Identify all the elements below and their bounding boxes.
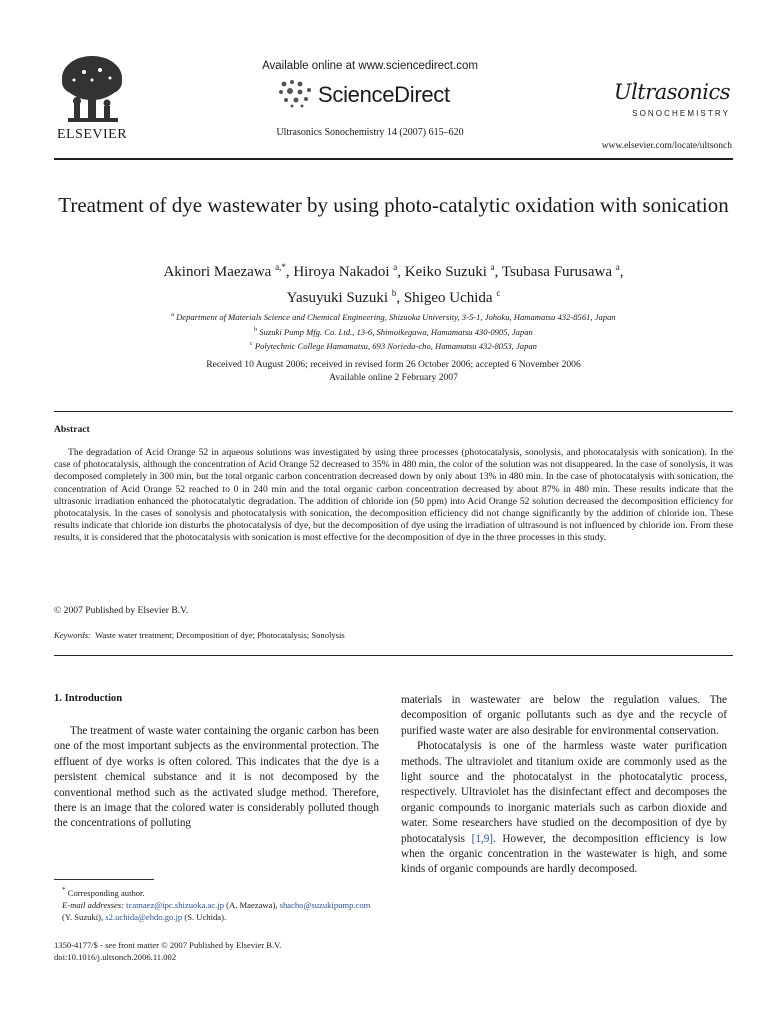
- affiliation: $^c$ Polytechnic College Hamamatsu, 693 Norieda-cho, Hamamatsu 432-8053, Japan: [250, 341, 537, 351]
- journal-logo: Ultrasonics: [613, 80, 730, 104]
- email-link[interactable]: s2.uchida@ehdo.go.jp: [105, 911, 183, 922]
- front-matter: [54, 939, 379, 963]
- author[interactable]: Yasuyuki Suzuki $^b$: [286, 288, 397, 306]
- keywords-label: Keywords:: [54, 630, 91, 640]
- keywords-line: [54, 630, 345, 640]
- header-divider: [54, 158, 733, 160]
- affiliation: $^b$ Suzuki Pump Mfg. Co. Ltd., 13-6, Shimoikegawa, Hamamatsu 430-0905, Japan: [254, 326, 533, 337]
- author[interactable]: Hiroya Nakadoi $^a$: [293, 262, 398, 280]
- email-addresses: E-mail addresses: tcamaez@ipc.shizuoka.ac.jp (A. Maezawa), shacho@suzukipump.com (Y. Suzuki), s2.uchida@ehdo.go.jp (S. Uchida).: [62, 899, 371, 922]
- journal-citation: Ultrasonics Sonochemistry 14 (2007) 615–620: [276, 127, 464, 138]
- citation-link[interactable]: [1,9]: [471, 832, 494, 845]
- abstract-copyright: © 2007 Published by Elsevier B.V.: [54, 605, 189, 616]
- received-dates: Received 10 August 2006; received in revised form 26 October 2006; accepted 6 November 2006: [206, 359, 581, 370]
- photocatalysis-paragraph: Photocatalysis is one of the harmless waste water purification methods. The ultraviolet and titanium oxide are commonly used as the light source and the photocatalyst in the photocatalytic process, respectively. Ultraviolet has the disinfectant effect and decomposes the organic compounds to inorganic materials such as carbon dioxide and water. Some researchers have studied on the decomposition of dye by photocatalysis [1,9]. However, the decomposition efficiency is low when the organic concentration in the wastewater is high, and some kinds of organic compounds are hardly decomposed.: [401, 740, 727, 876]
- footnotes: [54, 884, 379, 923]
- right-column: [401, 693, 727, 878]
- author[interactable]: Akinori Maezawa $^{a,*}$: [163, 262, 286, 280]
- email-link[interactable]: tcamaez@ipc.shizuoka.ac.jp: [126, 899, 225, 910]
- publisher-name: ELSEVIER: [56, 127, 128, 142]
- intro-paragraph: The treatment of waste water containing the organic carbon has been one of the most important subjects as the environmental protection. The effluent of dye works is often colored. This indicates that the dye is a persistent chemical substance and it is not decomposed by the conventional method such as the activated sludge method. Therefore, there is an image that the colored water is considerably polluted though the concentrations of polluting: [54, 725, 379, 830]
- article-title: Treatment of dye wastewater by using photo-catalytic oxidation with sonication: [58, 193, 729, 217]
- journal-url-link[interactable]: www.elsevier.com/locate/ultsonch: [601, 141, 732, 151]
- affiliation-list: [54, 309, 733, 353]
- doi-link[interactable]: doi:10.1016/j.ultsonch.2006.11.002: [54, 952, 177, 962]
- corresponding-author-note: * Corresponding author.: [62, 886, 145, 898]
- author-list: Akinori Maezawa $^{a,*}$, Hiroya Nakadoi $^a$, Keiko Suzuki $^a$, Tsubasa Furusawa $^a$, Yasuyuki Suzuki $^b$, Shigeo Uchida $^c$: [163, 262, 624, 306]
- abstract-bottom-divider: [54, 655, 733, 656]
- journal-logo-subtitle: SONOCHEMISTRY: [632, 109, 730, 118]
- abstract-top-divider: [54, 411, 733, 412]
- author[interactable]: Tsubasa Furusawa $^a$: [501, 262, 620, 280]
- keywords-values: Waste water treatment; Decomposition of dye; Photocatalysis; Sonolysis: [95, 630, 345, 640]
- affiliation: $^a$ Department of Materials Science and Chemical Engineering, Shizuoka University, 3-5-1, Johoku, Hamamatsu 432-8561, Japan: [171, 312, 616, 322]
- author[interactable]: Keiko Suzuki $^a$: [404, 262, 495, 280]
- intro-paragraph-continued: materials in wastewater are below the regulation values. The decomposition of organic pollutants such as dye and the recycle of purified waste water are also desirable for environmental conservation.: [401, 694, 727, 737]
- available-online-text: Available online at www.sciencedirect.com: [262, 60, 478, 72]
- abstract-body: The degradation of Acid Orange 52 in aqueous solutions was investigated by using three processes (photocatalysis, sonolysis, and photocatalysis with sonication). In the case of photocatalysis, although the concentration of Acid Orange 52 decreased to 35% in 480 min, the color of the solution was not disappeared. In the case of sonolysis, it was decomposed completely in 300 min, but the total organic carbon concentration decreased down by only about 13% in 480 min. In the case of photocatalysis with sonication, the concentration of Acid Orange 52 reached to 0 in 240 min and the total organic carbon concentration decreased by about 87% in 480 min. These results indicate that the ultrasonic irradiation enhanced the photocatalytic degradation. The addition of chloride ion (50 ppm) into Acid Orange 52 solution decreased the decomposition efficiency for photocatalysis. In the cases of sonolysis and photocatalysis with sonication, the decomposition efficiency did not change significantly by the addition of chloride ion. These results indicate that chloride ion disturbs the photocatalysis of dye, but the decomposition of dye using the irradiation of ultrasound is not influenced by chloride ion. From these results, it is considered that the photocatalysis with sonication is most effective for the decomposition of dye in the three processes in this study.: [54, 447, 733, 544]
- sciencedirect-dots-icon: [276, 78, 318, 108]
- abstract-heading: Abstract: [54, 424, 90, 435]
- available-online-date: Available online 2 February 2007: [329, 372, 458, 383]
- article-dates: [54, 358, 733, 384]
- email-link[interactable]: shacho@suzukipump.com: [279, 899, 371, 910]
- sciencedirect-wordmark: ScienceDirect: [318, 82, 450, 107]
- section-heading: 1. Introduction: [54, 693, 123, 704]
- author[interactable]: Shigeo Uchida $^c$: [403, 288, 501, 306]
- issn-line: 1350-4177/$ - see front matter © 2007 Published by Elsevier B.V.: [54, 940, 282, 950]
- footnote-divider: [54, 879, 154, 880]
